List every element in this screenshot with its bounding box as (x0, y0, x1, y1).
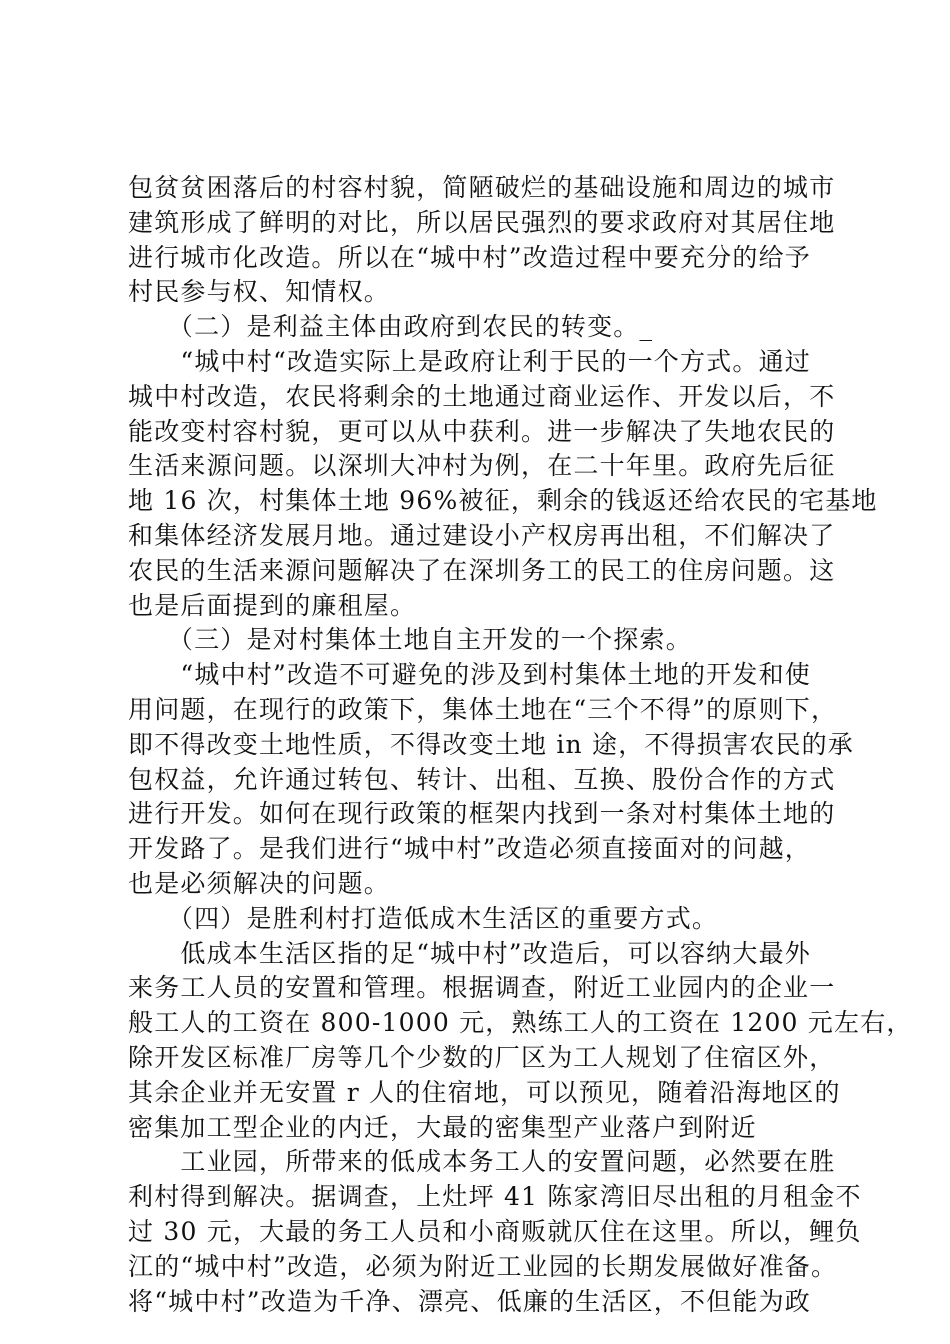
text-line: 开发路了。是我们进行“城中村”改造必须直接面对的问越， (128, 834, 811, 864)
text-line: 密集加工型企业的内迁，大最的密集型产业落户到附近 (128, 1112, 757, 1142)
text-line: 进行开发。如何在现行政策的框架内找到一条对村集体土地的 (128, 799, 836, 829)
text-line: 生活来源问题。以深圳大冲村为例，在二十年里。政府先后征 (128, 451, 836, 481)
text-line: 建筑形成了鲜明的对比，所以居民强烈的要求政府对其居住地 (128, 207, 836, 237)
text-line: 低成本生活区指的足“城中村”改造后，可以容纳大最外 (128, 938, 811, 968)
text-line: 也是必须解决的问题。 (128, 868, 391, 898)
body-text (128, 171, 913, 1319)
text-line: 即不得改变土地性质，不得改变土地 in 途，不得损害农民的承 (128, 729, 854, 759)
text-line: 包权益，允许通过转包、转计、出租、互换、股份合作的方式 (128, 764, 836, 794)
text-line: 利村得到解决。据调查，上灶坪 41 陈家湾旧尽出租的月租金不 (128, 1182, 862, 1212)
text-line: “城中村”改造不可避免的涉及到村集体土地的开发和使 (128, 660, 811, 690)
section-heading-3: （三）是对村集体土地自主开发的一个探索。 (128, 625, 692, 655)
text-line: 用问题，在现行的政策下，集体土地在“三个不得”的原则下， (128, 694, 838, 724)
text-line: 江的“城中村”改造，必须为附近工业园的长期发展做好准备。 (128, 1251, 838, 1281)
text-line: 地 16 次，村集体土地 96%被征，剩余的钱返还给农民的宅基地 (128, 486, 878, 516)
text-line: 农民的生活来源问题解决了在深圳务工的民工的住房问题。这 (128, 555, 836, 585)
text-line: 和集体经济发展月地。通过建设小产权房再出租，不们解决了 (128, 520, 836, 550)
text-line: 工业园，所带来的低成本务工人的安置问题，必然要在胜 (128, 1147, 836, 1177)
text-line: 进行城市化改造。所以在“城中村”改造过程中要充分的给予 (128, 242, 811, 272)
text-line: 也是后面提到的廉租屋。 (128, 590, 417, 620)
text-line: “城中村“改造实际上是政府让利于民的一个方式。通过 (128, 346, 811, 376)
text-line: 除开发区标准厂房等几个少数的厂区为工人规划了住宿区外， (128, 1042, 836, 1072)
text-line: 将“城中村”改造为千净、漂亮、低廉的生活区，不但能为政 (128, 1286, 811, 1316)
text-line: 来务工人员的安置和管理。根据调查，附近工业园内的企业一 (128, 973, 836, 1003)
text-line: 般工人的工资在 800-1000 元，熟练工人的工资在 1200 元左右， (128, 1008, 913, 1038)
text-line: 城中村改造，农民将剩余的土地通过商业运作、开发以后，不 (128, 381, 836, 411)
section-heading-4: （四）是胜利村打造低成木生活区的重要方式。 (128, 903, 719, 933)
section-heading-2: （二）是利益主体由政府到农民的转变。_ (128, 312, 654, 342)
text-line: 能改变村容村貌，更可以从中获利。进一步解决了失地农民的 (128, 416, 836, 446)
text-line: 其余企业并无安置 r 人的住宿地，可以预见，随着沿海地区的 (128, 1077, 841, 1107)
text-line: 村民参与权、知情权。 (128, 277, 391, 307)
text-line: 包贫贫困落后的村容村貌，简陋破烂的基础设施和周边的城市 (128, 173, 836, 202)
text-line: 过 30 元，大最的务工人员和小商贩就仄住在这里。所以，鲤负 (128, 1216, 862, 1246)
